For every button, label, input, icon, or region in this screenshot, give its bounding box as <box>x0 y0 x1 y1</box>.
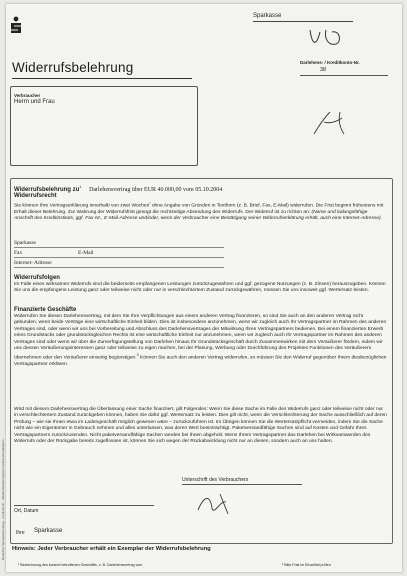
handwritten-mark-right <box>300 108 360 138</box>
copy-notice: Hinweis: Jeder Verbraucher erhält ein Exemplar der Widerrufsbelehrung <box>12 546 211 552</box>
recht-text-c: (Name und ladungsfähige Anschrift des Kreditinstituts, ggf. Fax-Nr., E-Mail-Adresse und/oder, wenn der Verbraucher eine Bestätigung seiner Widerrufserklärung erhält, auch eine Internet-Adresse). <box>14 210 382 222</box>
paragraph-finanzierte-geschaefte-2: Wird mit diesem Darlehensvertrag die Überlassung einer Sache finanziert, gilt Folgendes: Wenn Sie diese Sache im Falle des Widerrufs ganz oder teilweise nicht oder nur in verschlechtertem Zustand zurückgeben können, haben Sie dafür ggf. Wertersatz zu leisten. Dies gilt nicht, wenn die Verschlechterung der Sache ausschließlich auf deren Prüfung – wie sie Ihnen etwa im Ladengeschäft möglich gewesen wäre – zurückzuführen ist. Im Übrigen können Sie die Wertersatzpflicht vermeiden, indem Sie die Sache nicht wie ein Eigentümer in Gebrauch nehmen und alles unterlassen, was deren Wert beeinträchtigt. Paketversandfähige Sachen sind auf Kosten und Gefahr Ihres Vertragspartners zurückzusenden. Nicht paketversandfähige Sachen werden bei Ihnen abgeholt. Wenn Ihrem Vertragspartner das Darlehen bei Wirksamwerden des Widerrufs oder der Rückgabe bereits zugeflossen ist, können Sie sich wegen der Rückabwicklung nicht nur an diesen, sondern auch an uns halten. <box>14 407 387 445</box>
signature-line <box>182 484 302 485</box>
paragraph-widerrufsrecht <box>14 200 387 223</box>
address-bank: Sparkasse <box>14 240 36 246</box>
account-number-label: Darlehens- / Kreditkonto-Nr. <box>300 60 360 65</box>
address-rule-1 <box>14 247 224 248</box>
handwritten-initials-top <box>300 24 380 54</box>
recht-footnote-mark: ² <box>149 201 151 205</box>
handwritten-signature <box>190 490 250 518</box>
address-email: E-Mail <box>78 250 94 256</box>
footnote-left: ¹ Bezeichnung des konkret betroffenen Geschäfts, z. B. Darlehensvertrag vom <box>18 563 143 567</box>
address-rule-2 <box>14 257 224 258</box>
address-fax: Fax <box>14 250 23 256</box>
section-heading-finanzierte-geschaefte: Finanzierte Geschäfte <box>14 307 77 313</box>
title-rule <box>12 78 192 79</box>
page-title: Widerrufsbelehrung <box>12 60 134 75</box>
paragraph-finanzierte-geschaefte-1 <box>14 314 387 369</box>
section-heading-widerrufsfolgen: Widerrufsfolgen <box>14 275 60 281</box>
account-number-rule <box>300 75 388 76</box>
recht-text-b: ohne Angabe von Gründen in Textform (z. B. Brief, Fax, E-Mail) widerrufen. Die Frist beginnt frühestens mit Erhalt dieser Belehrung. Zur Wahrung der Widerrufsfrist genügt die rechtzeitige Absendung des Widerrufs. Der Widerruf ist zu richten an: <box>14 203 384 216</box>
bank-name-rule <box>253 21 353 22</box>
account-number-value: 38 <box>320 67 327 73</box>
signature-label: Unterschrift des Verbrauchers <box>182 477 249 483</box>
heading-footnote-mark: 1 <box>79 184 82 189</box>
recht-text-a: Sie können Ihre Vertragserklärung innerhalb von zwei Wochen <box>14 203 150 209</box>
bank-name: Sparkasse <box>253 13 282 19</box>
heading-label: Widerrufsbelehrung zu <box>14 186 80 193</box>
stamp-ihre: Ihre <box>16 530 25 536</box>
revocation-heading <box>14 184 222 193</box>
sparkasse-logo-icon <box>9 16 23 34</box>
consumer-address-box <box>10 86 198 166</box>
address-internet: Internet- Adresse <box>14 260 52 266</box>
consumer-name: Herrn und Frau <box>14 99 55 105</box>
footnote-right: ³ Bitte Frist im Einzelfall prüfen <box>282 563 331 567</box>
place-date-label: Ort, Datum <box>14 508 39 514</box>
section-heading-widerrufsrecht: Widerrufsrecht <box>14 193 57 199</box>
paragraph-widerrufsfolgen: Im Falle eines wirksamen Widerrufs sind die beiderseits empfangenen Leistungen zurückzugewähren und ggf. gezogene Nutzungen (z. B. Zinsen) herauszugeben. Können Sie uns die empfangene Leistung ganz oder teilweise nicht oder nur in verschlechtertem Zustand zurückgewähren, müssen Sie uns insoweit ggf. Wertersatz leisten. <box>14 282 386 294</box>
fin-footnote-mark: 3 <box>136 353 139 358</box>
fin-text-b: Können Sie auch den anderen Vertrag widerrufen, so müssen Sie den Widerruf gegenüber Ihrem diesbezüglichen Vertragspartner erklären. <box>14 356 387 368</box>
place-date-line <box>14 505 154 506</box>
address-rule-3 <box>14 267 224 268</box>
fin-text-a: Widerrufen Sie diesen Darlehensvertrag, mit dem Sie Ihre Verpflichtungen aus einem anderen Vertrag finanzieren, so sind Sie auch an den anderen Vertrag nicht gebunden, wenn beide Verträge eine wirtschaftliche Einheit bilden. Dies ist insbesondere anzunehmen, wenn wir zugleich auch Ihr Vertragspartner im Rahmen des anderen Vertrages sind, oder wenn wir uns bei Vorbereitung und Abschluss des Darlehensvertrages der Mitwirkung Ihres Vertragspartners bedienen. Bei einem finanzierten Erwerb eines Grundstücks oder grundstücksgleichen Rechts ist eine wirtschaftliche Einheit nur anzunehmen, wenn wir zugleich auch Ihr Vertragspartner im Rahmen des anderen Vertrages sind oder wenn wir über die Zurverfügungstellung von Darlehen hinaus Ihr Grundstücksgeschäft durch Zusammenwirken mit dem Veräußerer fördern, indem wir uns dessen Veräußerungsinteressen ganz oder teilweise zu eigen machen, bei der Planung, Werbung oder Durchführung des Projektes Funktionen des Veräußerers übernehmen oder den Veräußerer einseitig begünstigen. <box>14 314 387 362</box>
consumer-label: Verbraucher <box>14 93 41 98</box>
stamp-bank-name: Sparkasse <box>34 528 63 534</box>
side-form-number: Deutscher Sparkassenverlag · Vordruck-Nr. · Widerrufsbelehrung bei Verbraucherdarlehen <box>1 439 5 560</box>
contract-reference: Darlehensvertrag über EUR 40.000,00 vom 05.10.2004 <box>89 186 223 193</box>
